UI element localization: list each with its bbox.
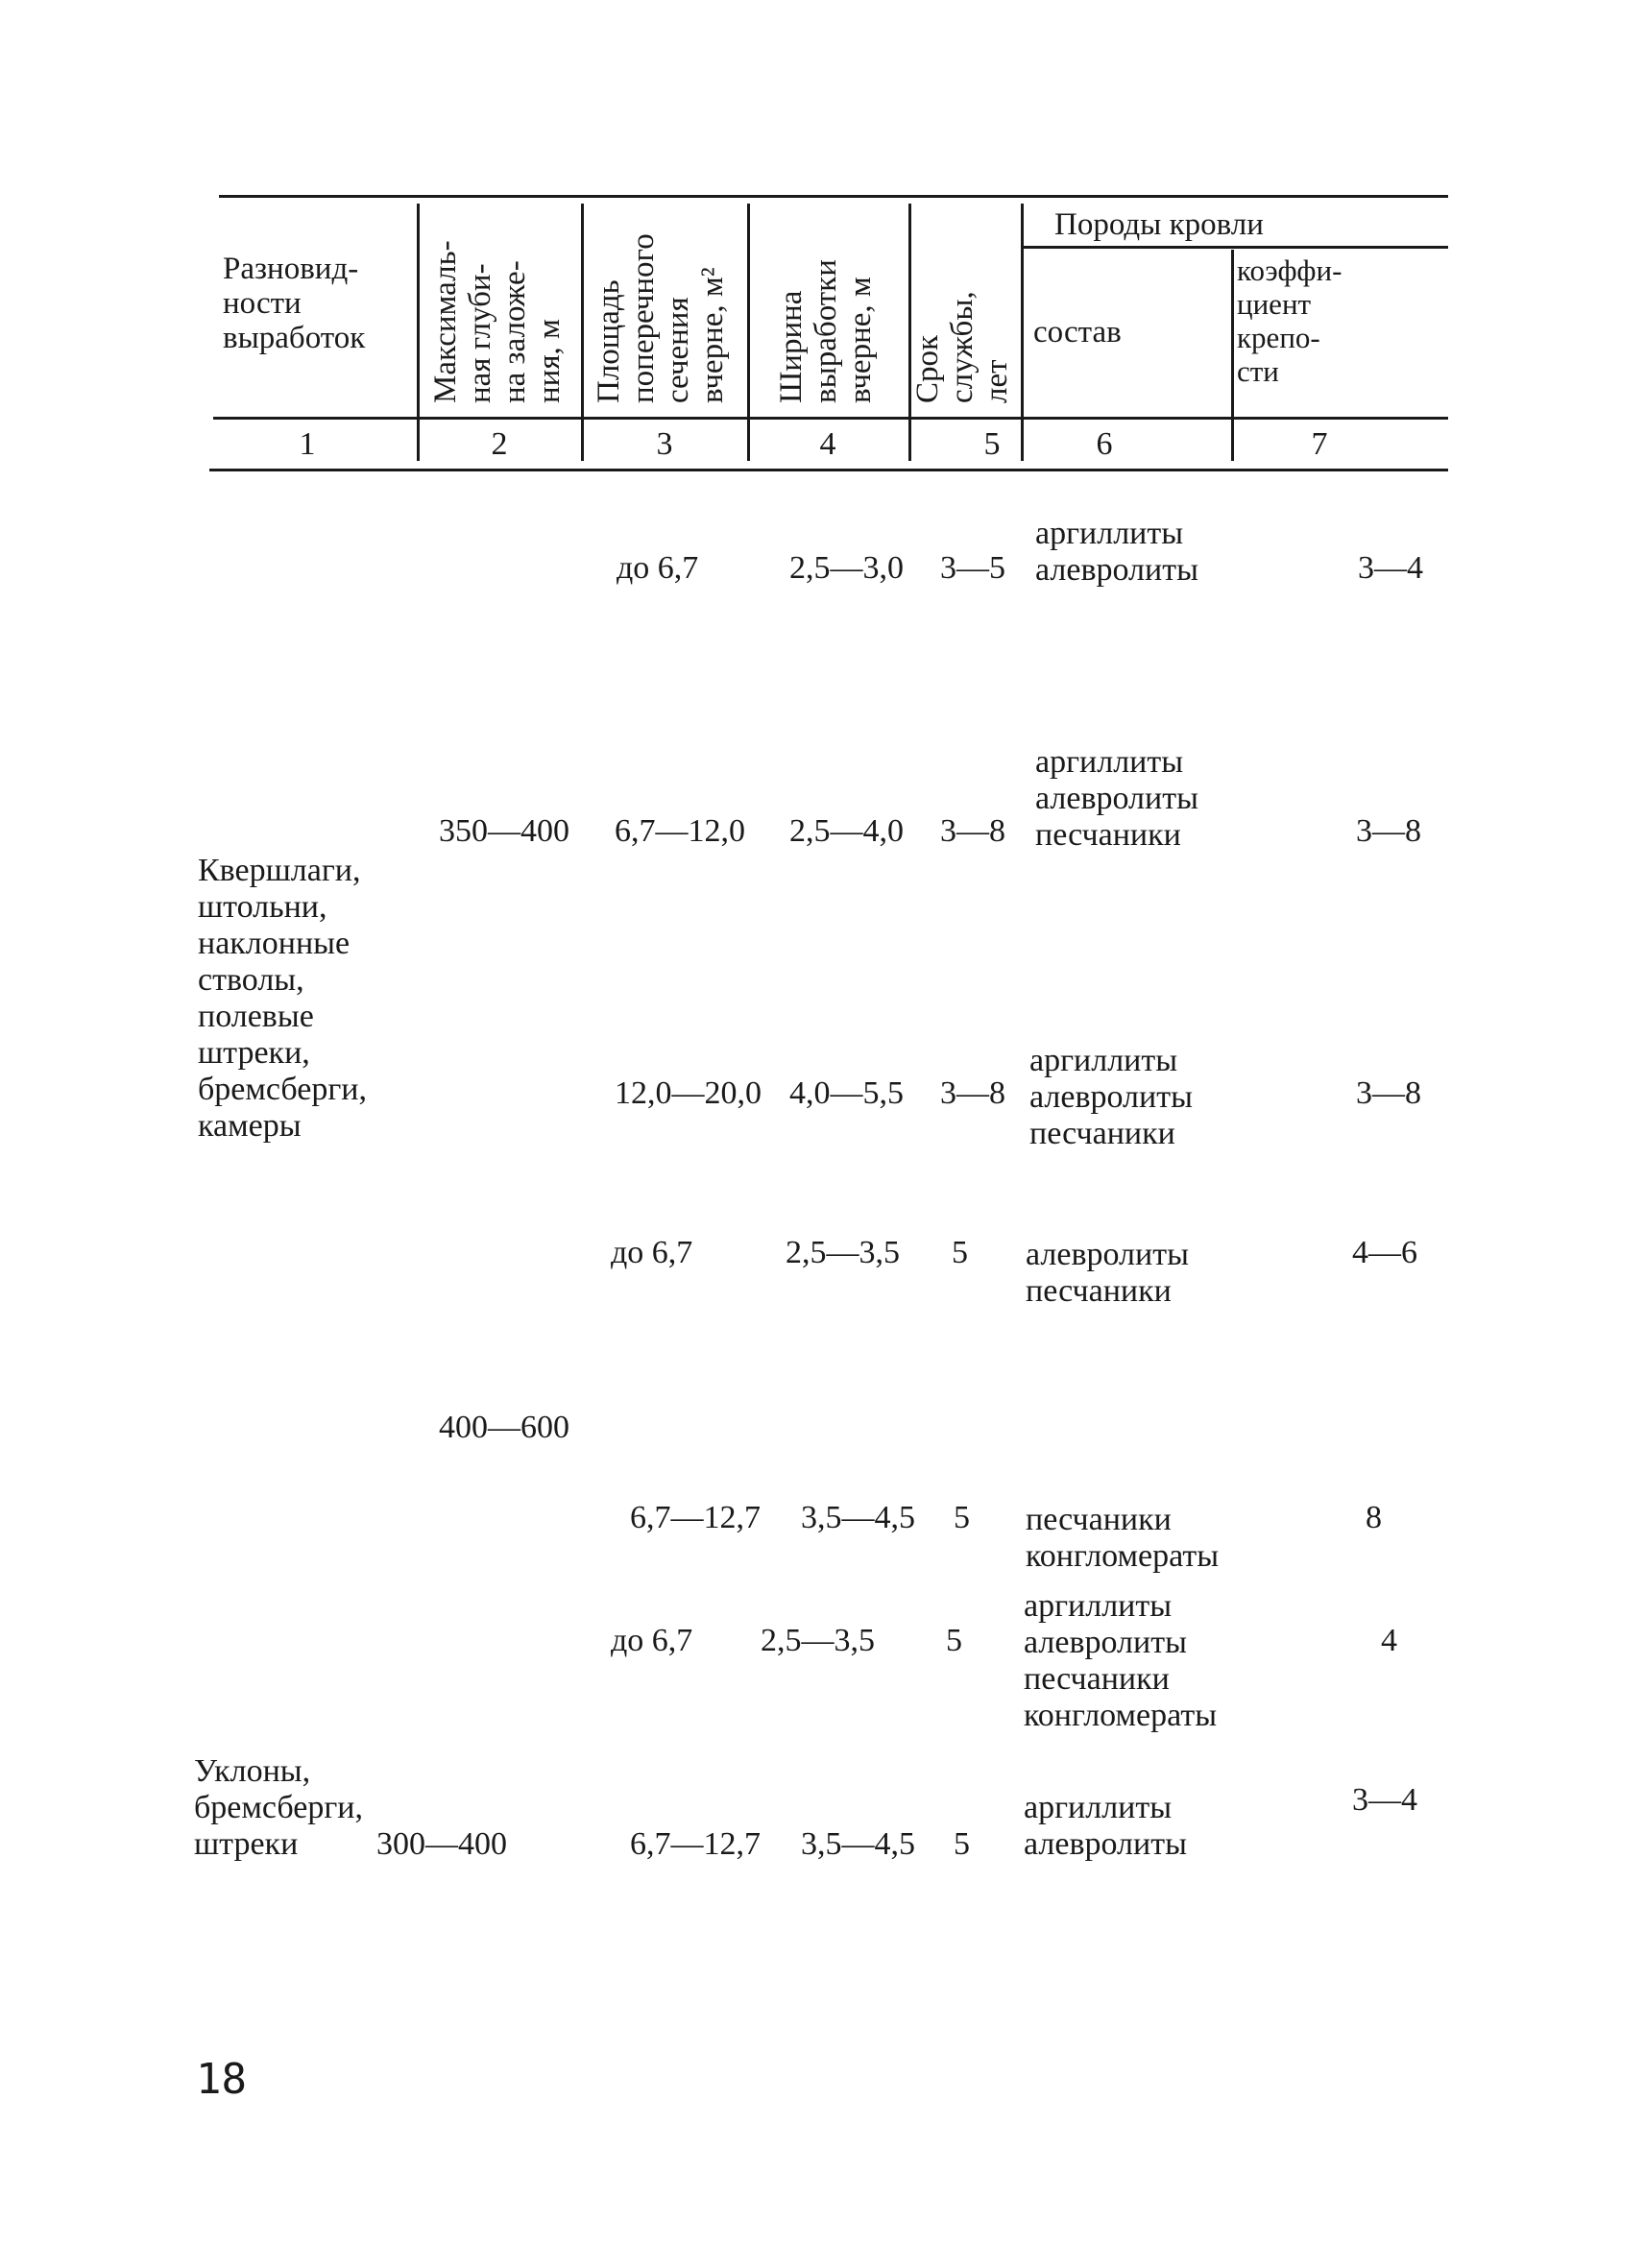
group2-depth: 300—400	[376, 1826, 507, 1862]
row-5-coef: 4	[1381, 1623, 1397, 1658]
row-2-rocks: аргиллиты алевролиты песчаники	[1029, 1043, 1193, 1151]
header-col7: коэффи- циент крепо- сти	[1237, 253, 1343, 388]
row-1-coef: 3—8	[1356, 813, 1421, 849]
header-col3: Площадь поперечного сечения вчерне, м²	[592, 233, 730, 403]
column-number-1: 1	[299, 426, 316, 462]
row-1-life: 3—8	[940, 813, 1005, 849]
column-number-4: 4	[819, 426, 836, 462]
group1-name: Квершлаги, штольни, наклонные стволы, полевые штреки, бремсберги, камеры	[198, 853, 367, 1144]
row-0-width: 2,5—3,0	[789, 550, 904, 586]
row-0-life: 3—5	[940, 550, 1005, 586]
group2-name: Уклоны, бремсберги, штреки	[194, 1753, 363, 1862]
divider-3	[747, 204, 750, 461]
row-5-area: до 6,7	[611, 1623, 693, 1658]
column-number-5: 5	[983, 426, 1001, 462]
column-number-6: 6	[1096, 426, 1113, 462]
row-3-area: до 6,7	[611, 1235, 693, 1270]
divider-6	[1231, 250, 1234, 461]
row-4-rocks: песчаники конгломераты	[1026, 1502, 1220, 1574]
group1-depth-a: 350—400	[439, 813, 569, 849]
divider-1	[417, 204, 420, 461]
row-0-coef: 3—4	[1358, 550, 1423, 586]
group2-width: 3,5—4,5	[801, 1826, 915, 1862]
row-5-life: 5	[946, 1623, 962, 1658]
row-3-rocks: алевролиты песчаники	[1026, 1237, 1189, 1309]
header-col2: Максималь- ная глуби- на заложе- ния, м	[428, 240, 567, 403]
header-roof-group: Породы кровли	[1054, 207, 1264, 242]
header-col1: Разновид- ности выработок	[223, 252, 366, 355]
header-col4: Ширина выработки вчерне, м	[774, 259, 878, 403]
header-col5: Срок службы, лет	[910, 291, 1014, 403]
row-0-area: до 6,7	[617, 550, 699, 586]
group2-area: 6,7—12,7	[630, 1826, 761, 1862]
row-1-area: 6,7—12,0	[615, 813, 745, 849]
column-number-7: 7	[1311, 426, 1328, 462]
row-2-area: 12,0—20,0	[615, 1075, 762, 1111]
row-3-coef: 4—6	[1352, 1235, 1417, 1270]
row-0-rocks: аргиллиты алевролиты	[1035, 516, 1198, 588]
group2-rocks: аргиллиты алевролиты	[1024, 1790, 1187, 1862]
row-2-life: 3—8	[940, 1075, 1005, 1111]
group2-life: 5	[954, 1826, 970, 1862]
row-2-width: 4,0—5,5	[789, 1075, 904, 1111]
group1-depth-b: 400—600	[439, 1410, 569, 1445]
header-bottom-rule	[213, 417, 1448, 420]
divider-2	[581, 204, 584, 461]
page-number: 18	[196, 2055, 247, 2104]
row-5-rocks: аргиллиты алевролиты песчаники конгломераты	[1024, 1588, 1218, 1733]
roof-group-rule	[1023, 246, 1448, 249]
header-col6: состав	[1033, 315, 1122, 350]
row-4-coef: 8	[1366, 1500, 1382, 1535]
row-4-width: 3,5—4,5	[801, 1500, 915, 1535]
group2-coef: 3—4	[1352, 1782, 1417, 1818]
row-3-width: 2,5—3,5	[786, 1235, 900, 1270]
table-top-rule	[219, 195, 1448, 198]
divider-5	[1021, 204, 1024, 461]
column-number-2: 2	[491, 426, 508, 462]
row-3-life: 5	[952, 1235, 968, 1270]
column-numbers-rule	[209, 469, 1448, 471]
row-2-coef: 3—8	[1356, 1075, 1421, 1111]
row-1-rocks: аргиллиты алевролиты песчаники	[1035, 744, 1198, 853]
row-1-width: 2,5—4,0	[789, 813, 904, 849]
column-number-3: 3	[656, 426, 673, 462]
row-5-width: 2,5—3,5	[761, 1623, 875, 1658]
row-4-area: 6,7—12,7	[630, 1500, 761, 1535]
row-4-life: 5	[954, 1500, 970, 1535]
